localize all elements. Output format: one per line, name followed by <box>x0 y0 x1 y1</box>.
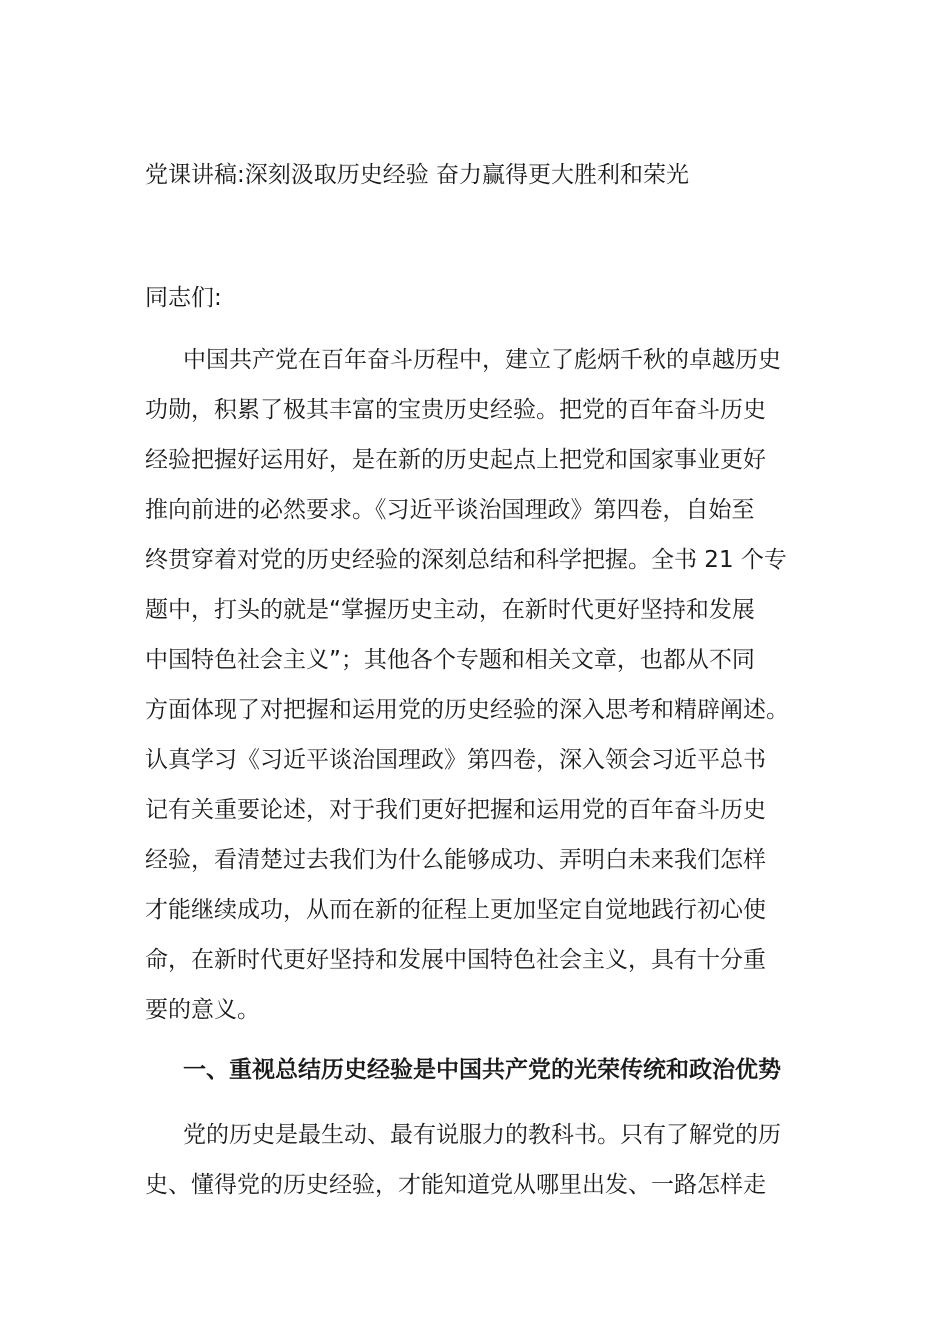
paragraph-line: 史、懂得党的历史经验，才能知道党从哪里出发、一路怎样走 <box>145 1172 766 1198</box>
paragraph-line: 题中，打头的就是“掌握历史主动，在新时代更好坚持和发展 <box>145 597 755 623</box>
paragraph-line: 记有关重要论述，对于我们更好把握和运用党的百年奋斗历史 <box>145 797 766 823</box>
paragraph-line: 命，在新时代更好坚持和发展中国特色社会主义，具有十分重 <box>145 947 766 973</box>
paragraph-line: 功勋，积累了极其丰富的宝贵历史经验。把党的百年奋斗历史 <box>145 397 766 423</box>
paragraph-line: 党的历史是最生动、最有说服力的教科书。只有了解党的历 <box>183 1122 781 1148</box>
paragraph-line: 要的意义。 <box>145 997 260 1023</box>
paragraph-line: 中国特色社会主义”；其他各个专题和相关文章，也都从不同 <box>145 647 755 673</box>
paragraph-line: 才能继续成功，从而在新的征程上更加坚定自觉地践行初心使 <box>145 897 766 923</box>
paragraph-line: 推向前进的必然要求。《习近平谈治国理政》第四卷，自始至 <box>145 497 755 523</box>
paragraph-line: 方面体现了对把握和运用党的历史经验的深入思考和精辟阐述。 <box>145 697 789 723</box>
salutation: 同志们: <box>145 285 222 311</box>
paragraph-line: 终贯穿着对党的历史经验的深刻总结和科学把握。全书 21 个专 <box>145 547 787 573</box>
document-title: 党课讲稿:深刻汲取历史经验 奋力赢得更大胜利和荣光 <box>145 162 690 188</box>
paragraph-intro <box>145 335 810 1035</box>
section-heading: 一、重视总结历史经验是中国共产党的光荣传统和政治优势 <box>183 1057 781 1083</box>
paragraph-section1 <box>145 1110 810 1210</box>
paragraph-line: 中国共产党在百年奋斗历程中，建立了彪炳千秋的卓越历史 <box>183 347 781 373</box>
paragraph-line: 认真学习《习近平谈治国理政》第四卷，深入领会习近平总书 <box>145 747 766 773</box>
paragraph-line: 经验，看清楚过去我们为什么能够成功、弄明白未来我们怎样 <box>145 847 766 873</box>
section-heading-block <box>145 1045 810 1095</box>
paragraph-line: 经验把握好运用好，是在新的历史起点上把党和国家事业更好 <box>145 447 766 473</box>
